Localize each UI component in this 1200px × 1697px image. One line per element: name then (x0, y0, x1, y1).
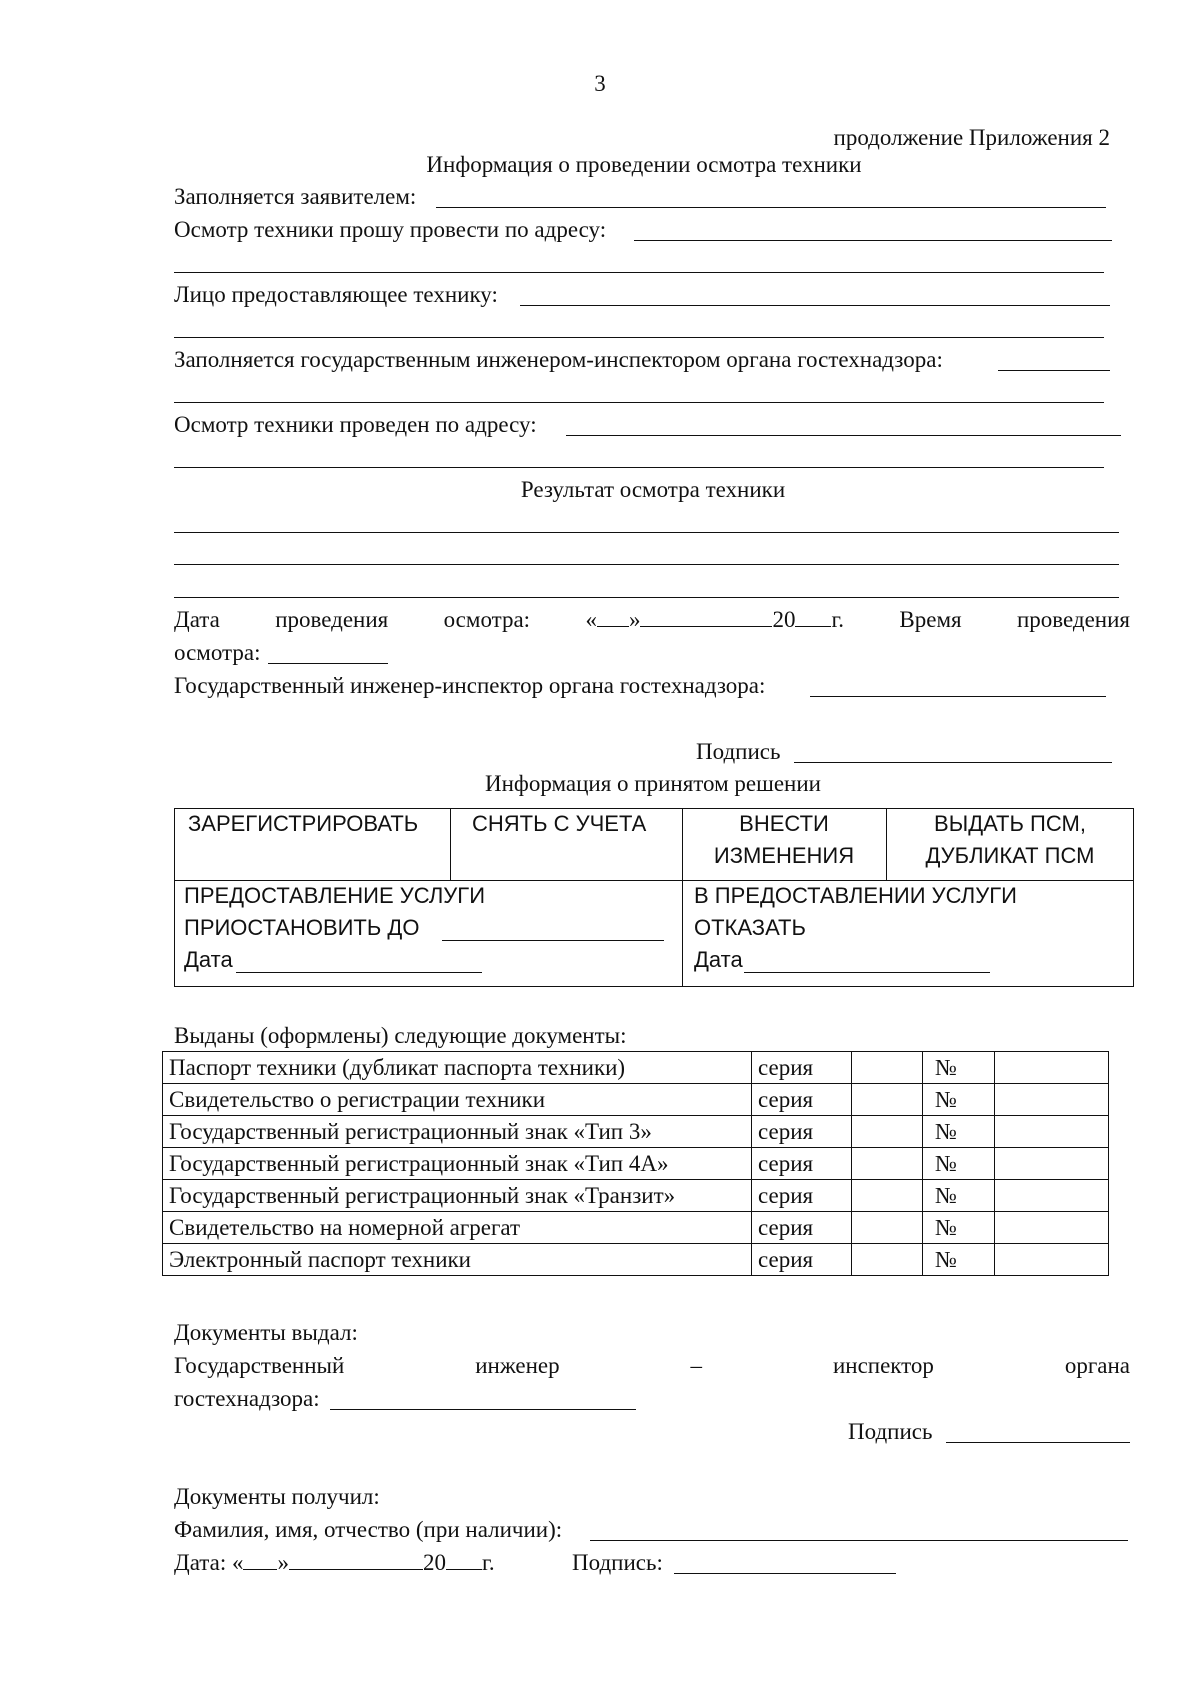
page-number: 3 (594, 71, 606, 96)
person-providing-field[interactable] (520, 305, 1110, 306)
inspection-word: осмотра: (443, 607, 531, 632)
decision-deregister[interactable]: СНЯТЬ С УЧЕТА (472, 811, 647, 836)
inspection-address-request-field[interactable] (634, 240, 1112, 241)
decision-suspend-line1[interactable]: ПРЕДОСТАВЛЕНИЕ УСЛУГИ (184, 883, 486, 908)
document-series-label: серия (752, 1180, 852, 1212)
document-series-field[interactable] (852, 1180, 923, 1212)
document-series-field[interactable] (852, 1084, 923, 1116)
result-line-3[interactable] (174, 597, 1119, 598)
decision-suspend-until-field[interactable] (442, 940, 664, 941)
state-inspector-label: Государственный инженер-инспектор органа гостехнадзора: (174, 673, 766, 698)
document-number-label: № (923, 1180, 995, 1212)
decision-register[interactable]: ЗАРЕГИСТРИРОВАТЬ (188, 811, 419, 836)
date-word: Дата (174, 607, 220, 632)
time-field[interactable] (268, 663, 388, 664)
conduct-word-2: проведения (1016, 607, 1130, 632)
document-number-label: № (923, 1116, 995, 1148)
inspected-at-field-line2[interactable] (174, 467, 1104, 468)
document-name: Свидетельство о регистрации техники (163, 1084, 752, 1116)
document-series-label: серия (752, 1116, 852, 1148)
received-signature-field[interactable] (674, 1573, 896, 1574)
applicant-fills-field[interactable] (436, 207, 1106, 208)
issued-signature-field[interactable] (946, 1442, 1130, 1443)
document-number-label: № (923, 1244, 995, 1276)
inspector-fills-label: Заполняется государственным инженером-инспектором органа гостехнадзора: (174, 347, 943, 372)
received-date-line[interactable]: Дата: « » 20 г. (174, 1550, 495, 1575)
document-series-label: серия (752, 1212, 852, 1244)
continuation-note: продолжение Приложения 2 (833, 125, 1110, 150)
decision-changes-line1[interactable]: ВНЕСТИ (739, 811, 829, 836)
document-number-label: № (923, 1084, 995, 1116)
document-number-field[interactable] (995, 1148, 1109, 1180)
document-series-field[interactable] (852, 1212, 923, 1244)
received-signature-label: Подпись: (572, 1550, 663, 1575)
document-name: Государственный регистрационный знак «Тип 4А» (163, 1148, 752, 1180)
conduct-word: проведения (275, 607, 389, 632)
document-series-label: серия (752, 1084, 852, 1116)
received-name-label: Фамилия, имя, отчество (при наличии): (174, 1517, 563, 1542)
decision-refuse-line2[interactable]: ОТКАЗАТЬ (694, 915, 806, 940)
decision-title: Информация о принятом решении (485, 771, 821, 796)
time-word: Время (899, 607, 962, 632)
inspection-signature-label: Подпись (696, 739, 781, 764)
result-line-1[interactable] (174, 532, 1119, 533)
document-name: Государственный регистрационный знак «Тип 3» (163, 1116, 752, 1148)
inspected-at-field[interactable] (566, 435, 1121, 436)
inspection-date-line (174, 606, 1130, 634)
document-series-field[interactable] (852, 1148, 923, 1180)
inspection-address-request-field-line2[interactable] (174, 272, 1104, 273)
decision-refuse-date-field[interactable] (744, 972, 990, 973)
received-title: Документы получил: (174, 1484, 380, 1509)
decision-changes-line2[interactable]: ИЗМЕНЕНИЯ (713, 843, 855, 868)
documents-table (162, 1051, 1109, 1276)
document-name: Государственный регистрационный знак «Транзит» (163, 1180, 752, 1212)
issued-word-2: инженер (475, 1353, 560, 1378)
document-number-field[interactable] (995, 1084, 1109, 1116)
document-number-field[interactable] (995, 1052, 1109, 1084)
issued-signature-label: Подпись (848, 1419, 933, 1444)
document-number-field[interactable] (995, 1212, 1109, 1244)
document-number-field[interactable] (995, 1116, 1109, 1148)
document-name: Электронный паспорт техники (163, 1244, 752, 1276)
issued-dash: – (690, 1353, 703, 1378)
document-number-field[interactable] (995, 1180, 1109, 1212)
document-row (163, 1116, 1109, 1148)
issued-by-field[interactable] (330, 1409, 636, 1410)
document-series-field[interactable] (852, 1052, 923, 1084)
document-row (163, 1180, 1109, 1212)
inspector-fills-field[interactable] (998, 370, 1110, 371)
document-number-label: № (923, 1052, 995, 1084)
document-row (163, 1052, 1109, 1084)
document-number-label: № (923, 1148, 995, 1180)
document-number-field[interactable] (995, 1244, 1109, 1276)
decision-psm-line1[interactable]: ВЫДАТЬ ПСМ, (934, 811, 1086, 836)
decision-psm-line2[interactable]: ДУБЛИКАТ ПСМ (925, 843, 1095, 868)
decision-refuse-line1[interactable]: В ПРЕДОСТАВЛЕНИИ УСЛУГИ (694, 883, 1017, 908)
issued-word-1: Государственный (174, 1353, 345, 1378)
decision-suspend-date-field[interactable] (236, 972, 482, 973)
document-number-label: № (923, 1212, 995, 1244)
result-title: Результат осмотра техники (520, 477, 786, 502)
inspection-signature-field[interactable] (794, 762, 1112, 763)
inspected-at-label: Осмотр техники проведен по адресу: (174, 412, 537, 437)
document-row (163, 1084, 1109, 1116)
time-label: осмотра: (174, 640, 261, 665)
documents-title: Выданы (оформлены) следующие документы: (174, 1023, 627, 1048)
document-series-label: серия (752, 1244, 852, 1276)
document-name: Паспорт техники (дубликат паспорта техники) (163, 1052, 752, 1084)
inspection-address-request-label: Осмотр техники прошу провести по адресу: (174, 217, 607, 242)
document-row (163, 1244, 1109, 1276)
received-name-field[interactable] (590, 1540, 1128, 1541)
date-value[interactable]: « » 20 г. (585, 607, 845, 632)
document-row (163, 1148, 1109, 1180)
issued-inspector-line (174, 1352, 1130, 1380)
document-series-label: серия (752, 1052, 852, 1084)
document-series-label: серия (752, 1148, 852, 1180)
decision-divider-1 (450, 808, 451, 880)
result-line-2[interactable] (174, 564, 1119, 565)
decision-refuse-date-label: Дата (694, 947, 743, 972)
applicant-fills-label: Заполняется заявителем: (174, 184, 417, 209)
decision-suspend-line2[interactable]: ПРИОСТАНОВИТЬ ДО (184, 915, 420, 940)
decision-suspend-date-label: Дата (184, 947, 233, 972)
person-providing-label: Лицо предоставляющее технику: (174, 282, 498, 307)
state-inspector-field[interactable] (810, 696, 1106, 697)
issued-word-5: органа (1064, 1353, 1130, 1378)
document-name: Свидетельство на номерной агрегат (163, 1212, 752, 1244)
issued-word-4: инспектор (832, 1353, 934, 1378)
inspection-title: Информация о проведении осмотра техники (426, 152, 862, 177)
issued-line2-label: гостехнадзора: (174, 1386, 320, 1411)
document-row (163, 1212, 1109, 1244)
document-series-field[interactable] (852, 1116, 923, 1148)
inspector-fills-field-line2[interactable] (174, 402, 1104, 403)
issued-title: Документы выдал: (174, 1320, 358, 1345)
person-providing-field-line2[interactable] (174, 337, 1104, 338)
document-series-field[interactable] (852, 1244, 923, 1276)
